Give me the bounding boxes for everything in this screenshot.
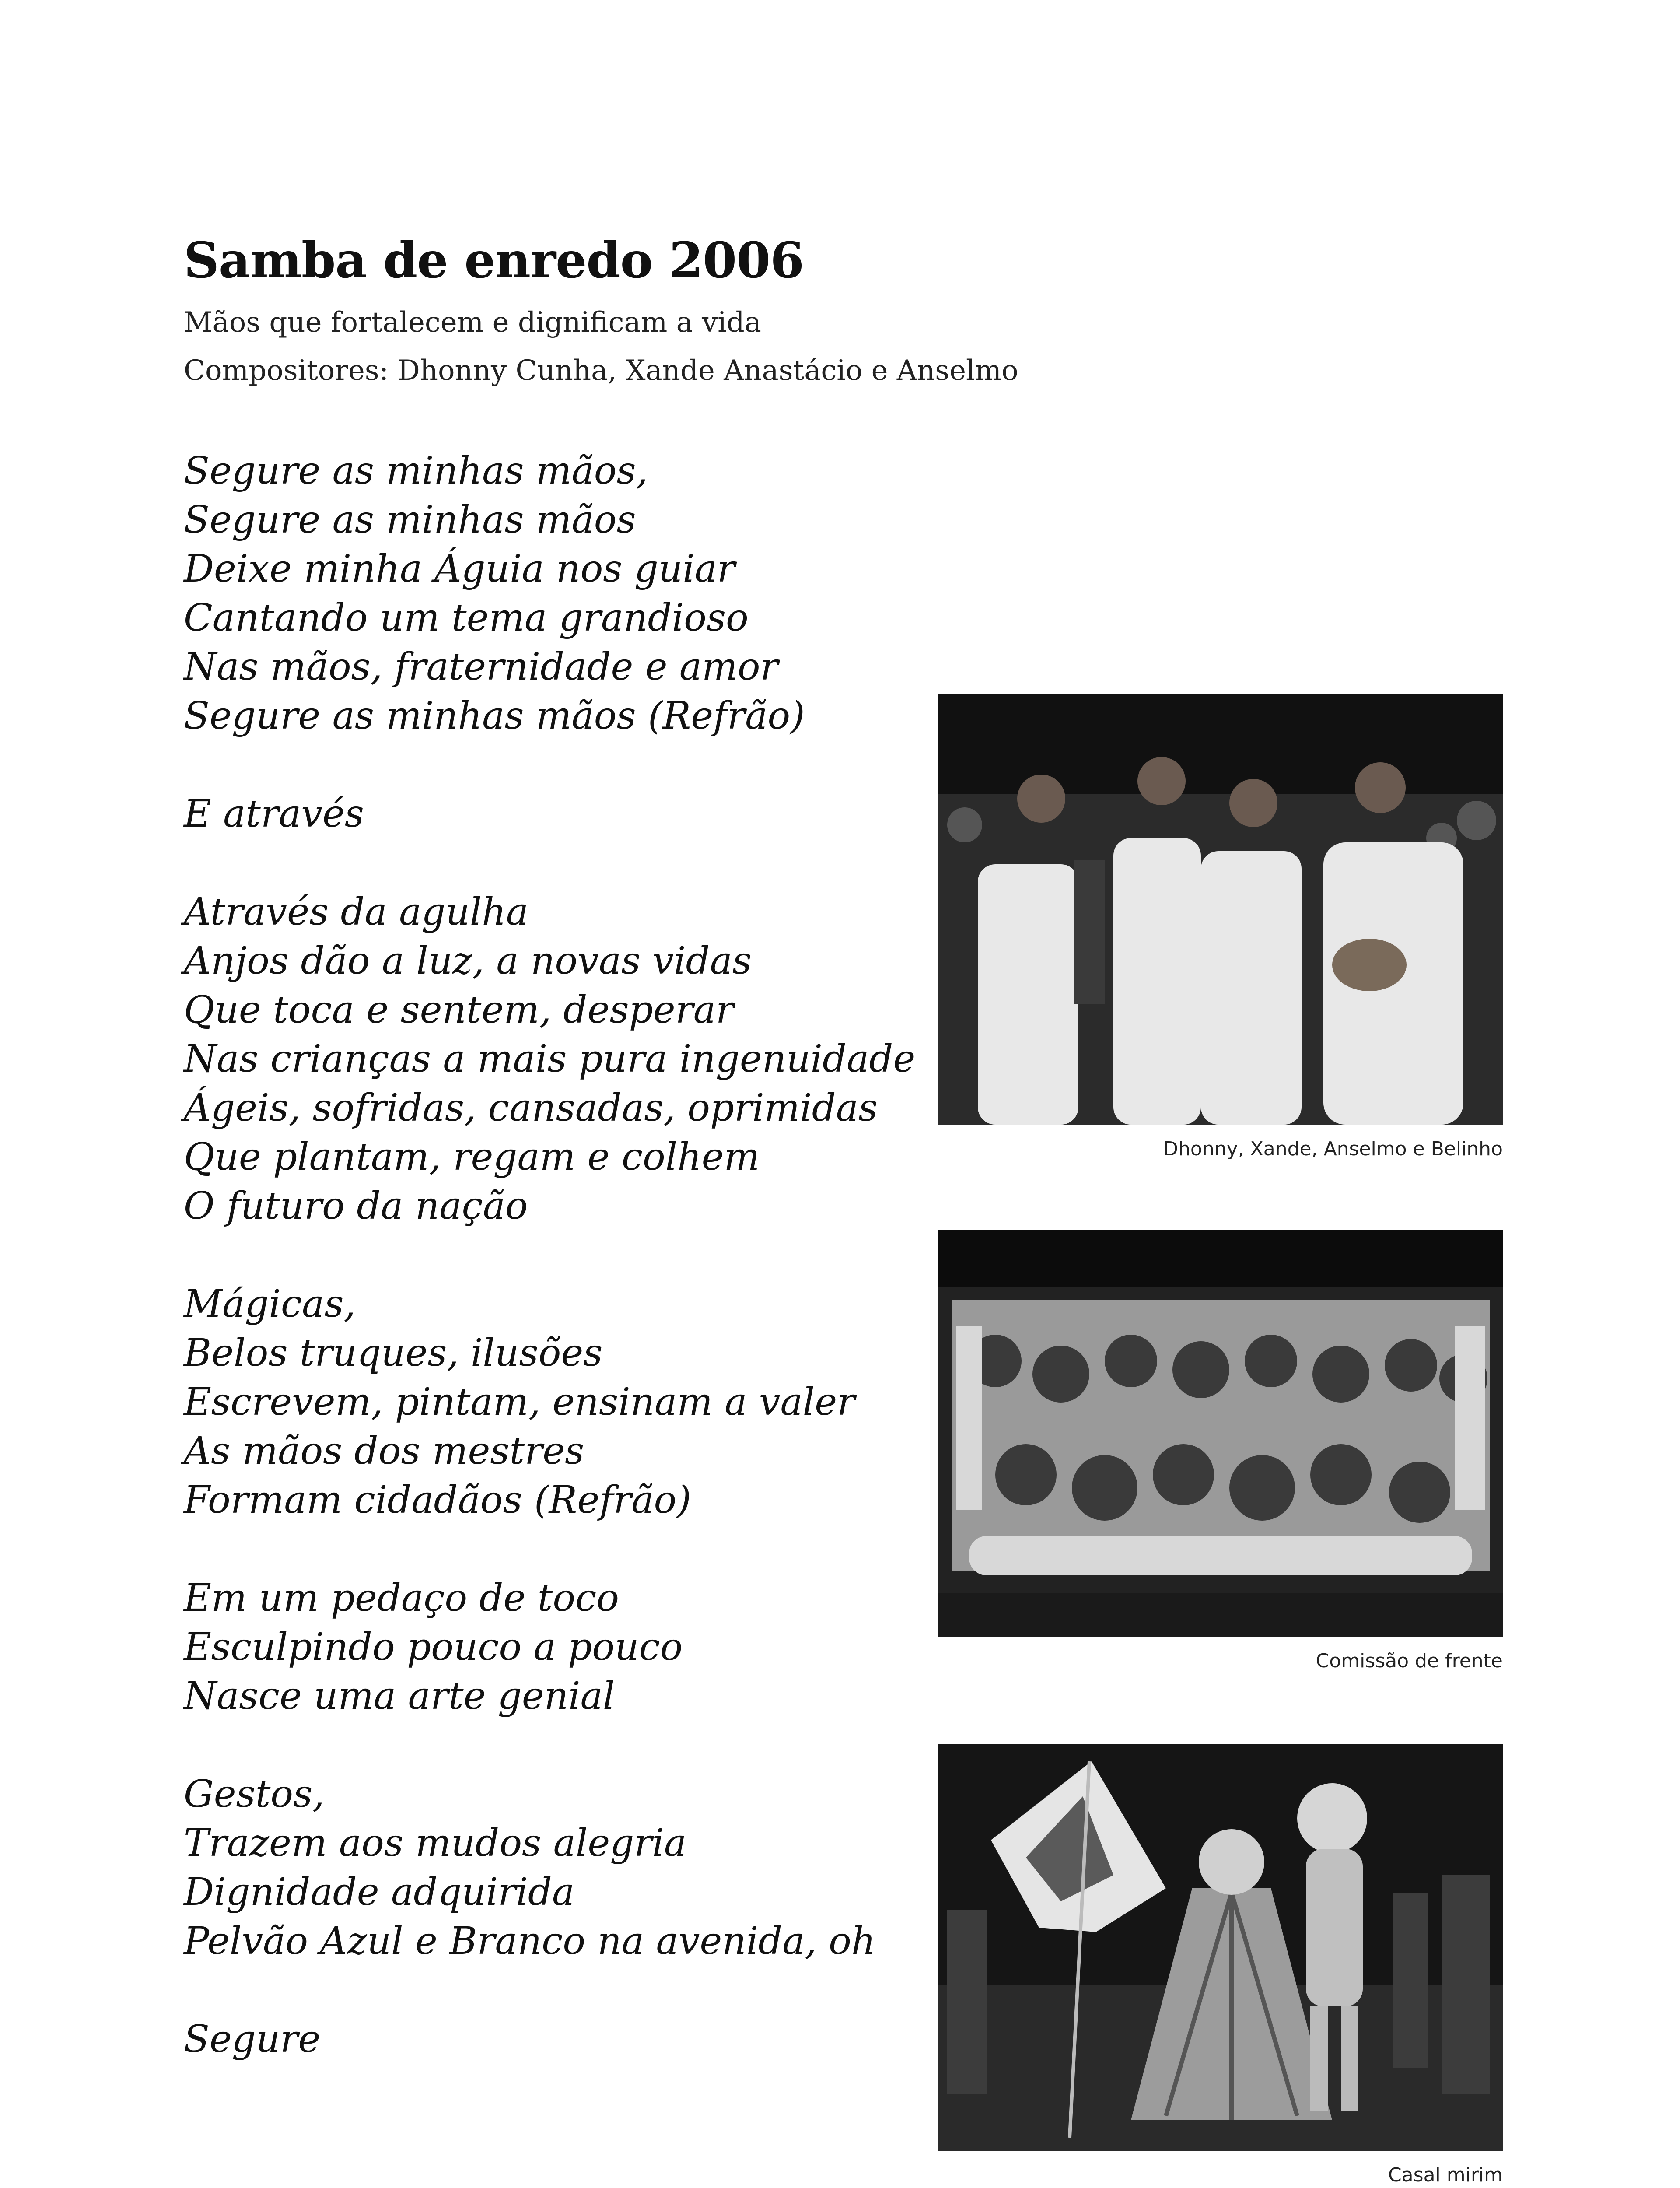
lyric-line: Nas crianças a mais pura ingenuidade bbox=[184, 1037, 916, 1081]
lyric-line: Escrevem, pintam, ensinam a valer bbox=[184, 1380, 855, 1424]
lyric-line: Belos truques, ilusões bbox=[184, 1331, 603, 1375]
lyric-line: Anjos dão a luz, a novas vidas bbox=[184, 939, 752, 983]
composers: Compositores: Dhonny Cunha, Xande Anastácio e Anselmo bbox=[184, 354, 1018, 387]
figure-composers bbox=[938, 694, 1503, 1160]
lyric-line: E através bbox=[184, 792, 364, 836]
lyric-line: Formam cidadãos (Refrão) bbox=[184, 1478, 691, 1522]
lyric-line: Que plantam, regam e colhem bbox=[184, 1135, 760, 1179]
lyric-line: Segure as minhas mãos, bbox=[184, 449, 648, 493]
figure-flag-couple bbox=[938, 1744, 1503, 2186]
lyric-line: Deixe minha Águia nos guiar bbox=[184, 547, 735, 591]
lyric-line: Que toca e sentem, desperar bbox=[184, 988, 734, 1032]
stanza bbox=[184, 1280, 901, 1525]
stanza bbox=[184, 1574, 901, 1721]
figure-caption: Dhonny, Xande, Anselmo e Belinho bbox=[1163, 1138, 1503, 1160]
lyric-line: Trazem aos mudos alegria bbox=[184, 1821, 687, 1865]
page-title: Samba de enredo 2006 bbox=[184, 232, 804, 289]
figure-caption: Comissão de frente bbox=[1316, 1650, 1503, 1672]
stanza bbox=[184, 1770, 901, 1966]
lyric-line: Ágeis, sofridas, cansadas, oprimidas bbox=[184, 1086, 878, 1130]
figure-commission bbox=[938, 1230, 1503, 1672]
lyric-line: As mãos dos mestres bbox=[184, 1429, 584, 1473]
lyric-line: Através da agulha bbox=[184, 890, 529, 934]
figure-caption: Casal mirim bbox=[1388, 2164, 1503, 2186]
lyric-line: Nasce uma arte genial bbox=[184, 1674, 615, 1718]
lyric-line: Cantando um tema grandioso bbox=[184, 596, 749, 640]
lyric-line: Nas mãos, fraternidade e amor bbox=[184, 645, 778, 689]
lyric-line: Segure bbox=[184, 2017, 321, 2061]
lyric-line: Esculpindo pouco a pouco bbox=[184, 1625, 683, 1669]
stanza bbox=[184, 2015, 901, 2064]
photo-composers bbox=[938, 694, 1503, 1125]
lyric-line: Pelvão Azul e Branco na avenida, oh bbox=[184, 1919, 876, 1963]
stanza bbox=[184, 789, 901, 838]
photo-commission bbox=[938, 1230, 1503, 1637]
lyric-line: Gestos, bbox=[184, 1772, 325, 1816]
stanza bbox=[184, 887, 916, 1231]
photo-flag-couple bbox=[938, 1744, 1503, 2151]
lyric-line: Segure as minhas mãos bbox=[184, 498, 636, 542]
lyrics bbox=[184, 446, 916, 2113]
lyric-line: Dignidade adquirida bbox=[184, 1870, 575, 1914]
subtitle: Mãos que fortalecem e dignificam a vida bbox=[184, 306, 761, 339]
lyric-line: Em um pedaço de toco bbox=[184, 1576, 620, 1620]
lyric-line: O futuro da nação bbox=[184, 1184, 528, 1228]
lyric-line: Mágicas, bbox=[184, 1282, 356, 1326]
lyric-line: Segure as minhas mãos (Refrão) bbox=[184, 694, 805, 738]
stanza bbox=[184, 446, 901, 740]
